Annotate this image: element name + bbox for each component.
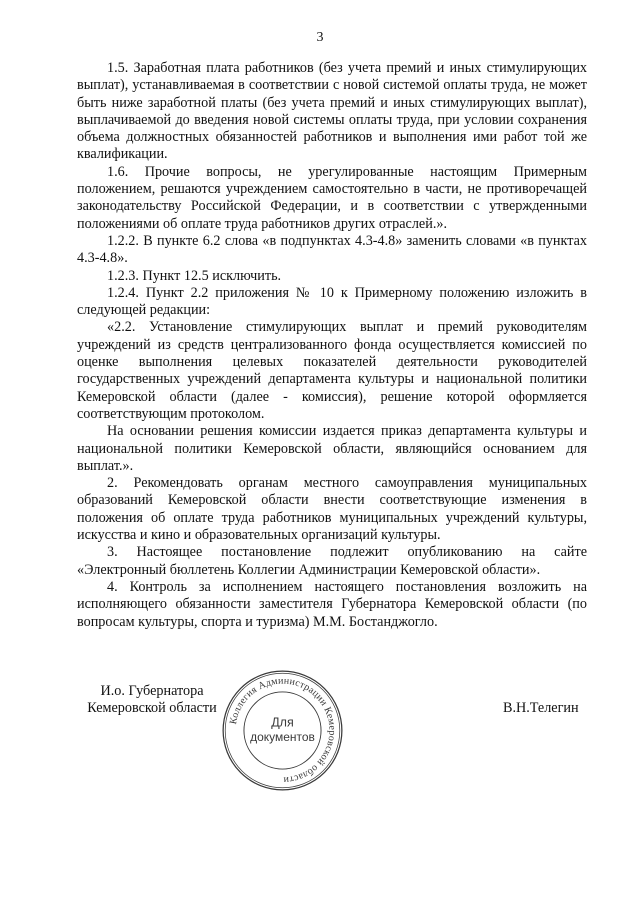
signer-title xyxy=(77,683,227,718)
paragraph-4: 4. Контроль за исполнением настоящего постановления возложить на исполняющего обязанности заместителя Губернатора Кемеровской области (по вопросам культуры, спорта и туризма) М.М. Бостанджогло. xyxy=(77,578,587,630)
stamp-center-line-1: Для xyxy=(271,715,294,730)
signer-name: В.Н.Телегин xyxy=(503,700,579,716)
paragraph-2-2-quote: «2.2. Установление стимулирующих выплат и премий руководителям учреждений из средств централизованного фонда осуществляется комиссией по оценке выполнения целевых показателей деятельности руководителей государственных учреждений департамента культуры и национальной политики Кемеровской области (далее - комиссия), решение которой оформляется соответствующим протоколом. xyxy=(77,319,587,422)
paragraph-1-6: 1.6. Прочие вопросы, не урегулированные настоящим Примерным положением, решаются учреждением самостоятельно в части, не противоречащей законодательству Российской Федерации, и в соответствии с утвержденными положениями об оплате труда работников других отраслей.». xyxy=(77,163,587,232)
stamp xyxy=(220,668,345,793)
paragraph-1-2-2: 1.2.2. В пункте 6.2 слова «в подпунктах 4.3-4.8» заменить словами «в пунктах 4.3-4.8». xyxy=(77,232,587,267)
page-number: 3 xyxy=(316,30,324,45)
stamp-center-line-2: документов xyxy=(250,729,315,744)
paragraph-3: 3. Настоящее постановление подлежит опубликованию на сайте «Электронный бюллетень Коллегии Администрации Кемеровской области». xyxy=(77,544,587,578)
signature-block xyxy=(0,675,640,803)
paragraph-1-2-4: 1.2.4. Пункт 2.2 приложения № 10 к Примерному положению изложить в следующей редакции: xyxy=(77,284,587,319)
signer-title-line-2: Кемеровской области xyxy=(87,700,217,717)
paragraph-1-2-3: 1.2.3. Пункт 12.5 исключить. xyxy=(107,267,282,284)
paragraph-2: 2. Рекомендовать органам местного самоуправления муниципальных образований Кемеровской области внести соответствующие изменения в положения об оплате труда работников муниципальных учреждений культуры, искусства и кино и образовательных организаций культуры. xyxy=(77,475,587,544)
paragraph-1-5: 1.5. Заработная плата работников (без учета премий и иных стимулирующих выплат), устанавливаемая в соответствии с новой системой оплаты труда, не может быть ниже заработной платы (без учета премий и иных стимулирующих выплат), выплачиваемой до введения новой системы оплаты труда, при условии сохранения объема должностных обязанностей работников и выполнения ими работ той же квалификации. xyxy=(77,60,587,163)
stamp-ring-text-path: Коллегия Администрации Кемеровской области xyxy=(228,675,338,786)
paragraph-commission-order: На основании решения комиссии издается приказ департамента культуры и национальной политики Кемеровской области, являющийся основанием для выплат.». xyxy=(77,423,587,474)
document-body xyxy=(77,60,587,631)
signer-title-line-1: И.о. Губернатора xyxy=(100,683,204,699)
